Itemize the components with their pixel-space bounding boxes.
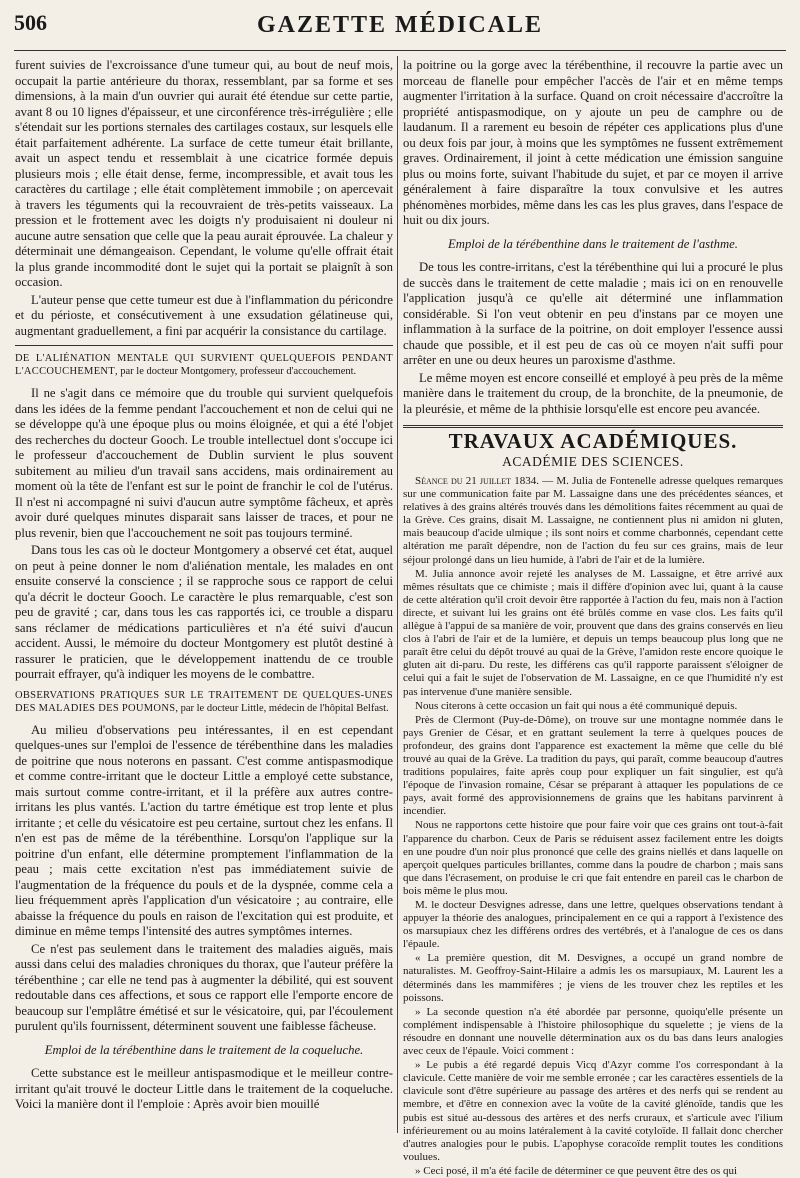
column-divider: [397, 56, 398, 1133]
paragraph: Près de Clermont (Puy-de-Dôme), on trouve sur une montagne nommée dans le pays Grenier de César, et en grattant seulement la terre à quelques pouces de profondeur, des grains dont l'apparence est exactement la même que celle du blé trouvé au quai de la Grève. La tradition du pays, qui paraît, comme beaucoup d'autres traditions populaires, faite après coup pour expliquer un fait singulier, est qu'à l'époque de l'invasion romaine, César se préparant à attaquer les populations de ce pays, avait formé des approvisionnemens de grains que les habitans parvinrent à incendier.: [403, 713, 783, 818]
page-header: [14, 10, 786, 51]
paragraph: Nous ne rapportons cette histoire que pour faire voir que ces grains ont tout-à-fait l'apparence du charbon. Ceux de Paris se réduisent assez facilement entre les doigts en une poudre d'un noir plus prononcé que celle des grains niellés et dans laquelle on aperçoit quelques particules brillantes, comme dans la poudre de charbon ; mais sans que dans l'écrasement, on produise le cri que fait entendre en pareil cas le charbon de bois même le plus mou.: [403, 819, 783, 897]
paragraph: Le même moyen est encore conseillé et employé à peu près de la même manière dans le traitement du croup, de la bronchite, de la pneumonie, de la pleurésie, et même de la phthisie lorsqu'elle est encore peu avancée.: [403, 370, 783, 416]
paragraph: Dans tous les cas où le docteur Montgomery a observé cet état, auquel on peut à peine donner le nom d'aliénation mentale, les malades en ont ensuite conservé la conscience ; il se rapproche sous ce rapport de celui qu'a décrit le docteur Gooch. Le caractère le plus remarquable, c'est son peu de gravité ; car, dans tous les cas rapportés ici, ce trouble a disparu sans réclamer de médications particulières et n'a été suivi d'aucun accident. Aussi, le mémoire du docteur Montgomery est plutôt destiné à rassurer le praticien, que le développement inattendu de ce trouble pourrait effrayer, qu'à indiquer les moyens de le combattre.: [15, 543, 393, 681]
paragraph: De tous les contre-irritans, c'est la térébenthine qui lui a procuré le plus de succès dans le traitement de cette maladie ; mais ici on en renouvelle l'application jusqu'à ce qu'elle ait déterminé une inflammation considérable. Si l'on veut obtenir en peu d'instans par ce moyen une inflammation à la surface de la poitrine, on doit employer l'essence aussi chaude que possible, et il est peu de cas où ce moyen n'ait suffi pour arrêter en une ou deux heures un paroxisme d'asthme.: [403, 260, 783, 367]
paragraph: L'auteur pense que cette tumeur est due à l'inflammation du péricondre et du périoste, et consécutivement à une exsudation gélatineuse qui, augmentant graduellement, a fini par acquérir la consistance du cartilage.: [15, 292, 393, 338]
page-number: 506: [14, 10, 47, 35]
paragraph: » Le pubis a été regardé depuis Vicq d'Azyr comme l'os correspondant à la clavicule. Cette manière de voir me semble erronée ; car les caractères essentiels de la clavicule sont d'être supérieure au passage des artères et des nerfs qui se rendent au membre, et d'être en connexion avec la voûte de la cavité glénoïde, tandis que les pubis est situé au-dessous des artères et des nerfs cruraux, et s'articule avec l'ilium inférieurement ou au moins latéralement à la cavité cotyloïde. Il fallait donc chercher d'autres analogies pour le pubis. L'apophyse coracoïde remplit toutes les conditions voulues.: [403, 1059, 783, 1163]
academy-heading: ACADÉMIE DES SCIENCES.: [502, 453, 684, 469]
paragraph: Nous citerons à cette occasion un fait qui nous a été communiqué depuis.: [415, 699, 738, 712]
paragraph: « La première question, dit M. Desvignes, a occupé un grand nombre de naturalistes. M. Geoffroy-Saint-Hilaire a admis les os marsupiaux, M. Laurent les a déterminés dans les mammifères ; je viens de les trouver chez les reptiles et les poissons.: [403, 952, 783, 1004]
section-heading-title: DE L'ALIÉNATION MENTALE QUI SURVIENT QUELQUEFOIS PENDANT L'ACCOUCHEMENT: [15, 353, 393, 377]
left-column: [15, 58, 393, 1133]
paragraph: [403, 475, 783, 567]
journal-title: GAZETTE MÉDICALE: [256, 12, 544, 38]
paragraph: Il ne s'agit dans ce mémoire que du trouble qui survient quelquefois dans les idées de la femme pendant l'accouchement et non de celui qui ne se développe qu'à une époque plus ou moins éloignée, et qui a été l'objet des recherches du docteur Gooch. Le trouble intellectuel dont s'occupe ici le professeur d'accouchement de Dublin survient le plus souvent subitement au milieu d'un travail sans accidens, mais ordinairement au moment où la tête de l'enfant est sur le point de franchir le col de l'utérus. Il n'est ni accompagné ni suivi d'aucun autre symptôme fâcheux, et après avoir duré quelques minutes disparait sans laisser de traces, et pour ne plus revenir, bien que l'accouchement ne soit pas toujours terminé.: [15, 386, 393, 540]
paragraph-text: — M. Julia de Fontenelle adresse quelques remarques sur une communication faite par M. Lassaigne dans une des précédentes séances, et relatives à des grains altérés trouvés dans les démolitions faites récemment au quai de la Grève. Ces grains, disait M. Lassaigne, ne contiennent plus ni amidon ni gluten, mais beaucoup d'acide ulmique ; ils sont noirs et comme charbonnés, cependant cette altération me paraît dépendre, non de l'action du feu sur ces grains, mais de leur séjour prolongé dans un lieu humide, à l'abri de l'air et de la lumière.: [403, 475, 783, 566]
section-heading: [15, 352, 393, 378]
paragraph: furent suivies de l'excroissance d'une tumeur qui, au bout de neuf mois, occupait la partie antérieure du thorax, ressemblant, par sa forme et ses dimensions, à la main d'un ouvrier qui aurait été étendue sur cette partie, avant 8 ou 10 lignes d'épaisseur, et une circonférence très-irrégulière ; elle s'étendait sur les portions sternales des cartilages costaux, sur lesquels elle était parfaitement adhérente. La surface de cette tumeur était brillante, avait un aspect tendu et ressemblait à une cicatrice formée depuis plusieurs mois ; elle était dense, ferme, incompressible, et avait tous les caractères du cartilage ; elle était complètement immobile ; on apercevait à travers les téguments qui la recouvraient de très-petits vaisseaux. La pression et le frottement avec les doigts n'y produisaient ni douleur ni aucune autre sensation que celle que la peau aurait éprouvée. La chaleur y déterminait une démangeaison. Cependant, le volume qu'elle offrait était la plus grande incommodité dont le sujet qui la portait se plaignît à son occasion.: [15, 58, 393, 289]
paragraph: » Ceci posé, il m'a été facile de déterminer ce que peuvent être des os qui: [415, 1164, 738, 1177]
paragraph: Au milieu d'observations peu intéressantes, il en est cependant quelques-unes sur l'emploi de l'essence de térébenthine dans les maladies de poitrine que nous noterons en passant. C'est comme antispasmodique et comme contre-irritant que le docteur Little a employé cette substance, mais surtout comme contre-irritant, et il la préfère aux autres contre-irritans les plus vantés. L'action du tartre émétique est trop lente et plus irritante ; et celle du vésicatoire est peu certaine, surtout chez les enfans. Il n'en est pas de même de la térébenthine. Lorsqu'on l'applique sur la poitrine d'un enfant, elle détermine promptement l'inflammation de la peau ; mais cette excitation n'est pas immédiatement suivie de l'augmentation de la fréquence du pouls et de la dyspnée, comme cela a lieu fréquemment après l'application d'un vésicatoire ; au contraire, elle abaisse la fréquence du pouls en raison de l'excitation qui est produite, et diminue en même temps l'intensité des autres symptômes internes.: [15, 722, 393, 938]
subsection-heading: Emploi de la térébenthine dans le traitement de la coqueluche.: [44, 1042, 364, 1057]
section-rule: [403, 425, 783, 428]
paragraph: Ce n'est pas seulement dans le traitement des maladies aiguës, mais aussi dans celui des maladies chroniques du thorax, que l'auteur préfère la térébenthine ; car elle ne tend pas à augmenter la débilité, qui est souvent redoutable dans ces affections, et sous ce rapport elle l'emporte encore de beaucoup sur l'emplâtre émétisé et sur le vésicatoire, qui, par l'écoulement purulent qu'ils fournissent, déterminent souvent une faiblesse fâcheuse.: [15, 941, 393, 1033]
academy-report: [403, 475, 783, 1178]
paragraph: Cette substance est le meilleur antispasmodique et le meilleur contre-irritant qu'ait trouvé le docteur Little dans le traitement de la coqueluche. Voici la manière dont il l'emploie : Après avoir bien mouillé: [15, 1066, 393, 1111]
paragraph: la poitrine ou la gorge avec la térébenthine, il recouvre la partie avec un morceau de flanelle pour empêcher l'accès de l'air et en même temps augmenter l'irritation à la surface. Quand on croit nécessaire d'accroître la propriété antispasmodique, on y ajoute un peu de camphre ou de laudanum. Il a rarement eu besoin de répéter ces applications plus d'une ou deux fois par jour, à moins que les symptômes ne fussent extrêmement graves. Ordinairement, il joint à cette médication une émission sanguine plus ou moins forte, suivant l'habitude du sujet, et par ce moyen il arrive généralement à faire disparaître la toux convulsive et les autres phénomènes morbides, même dans les cas les plus graves, dans l'espace de huit ou dix jours.: [403, 58, 783, 227]
paragraph: M. le docteur Desvignes adresse, dans une lettre, quelques observations tendant à appuyer la théorie des analogues, principalement en ce qui a rapport à l'existence des os marsupiaux chez les différens ordres des vertébrés, et à l'analogue de ces os dans l'épaule.: [403, 899, 783, 951]
seance-date: Séance du 21 juillet 1834.: [415, 475, 539, 487]
section-rule: [15, 345, 393, 346]
section-heading: [15, 689, 393, 715]
section-heading-title: OBSERVATIONS PRATIQUES SUR LE TRAITEMENT DE QUELQUES-UNES DES MALADIES DES POUMONS: [15, 689, 393, 714]
paragraph: » La seconde question n'a été abordée par personne, quoiqu'elle présente un complément indispensable à l'histoire philosophique du squelette ; je viens de la résoudre en donnant une nouvelle détermination aux os du bas dans leurs analogies avec ceux de l'épaule. Voici comment :: [403, 1005, 783, 1058]
subsection-heading: Emploi de la térébenthine dans le traitement de l'asthme.: [448, 236, 738, 251]
section-heading-author: , par le docteur Little, médecin de l'hôpital Belfast.: [175, 702, 389, 714]
paragraph: M. Julia annonce avoir rejeté les analyses de M. Lassaigne, et être arrivé aux mêmes résultats que ce chimiste ; mais il diffère d'opinion avec lui, quant à la cause de cette altération qu'il croit devoir être rapportée à l'action du feu, mais non à l'action directe, et suivant lui les grains ont été brûlés comme en vase clos. Les faits qu'il allègue à l'appui de sa manière de voir, prouvent que dans des grains conservés en lieu clos à l'abri de l'air et de la lumière, et depuis un temps beaucoup plus long que ne paraît être celui du dépôt trouvé au quai de la Grève, l'amidon reste encore quoique le gluten ait di-paru. Du reste, les différens cas qu'il rapporte paraissent s'éloigner de celui qui a fait le sujet de l'observation de M. Lassaigne, en ce que l'humidité n'y est pas intervenue d'une manière sensible.: [403, 567, 783, 698]
section-heading-author: , par le docteur Montgomery, professeur d'accouchement.: [115, 366, 357, 377]
right-column: [403, 58, 783, 1177]
section-title: TRAVAUX ACADÉMIQUES.: [448, 429, 738, 453]
